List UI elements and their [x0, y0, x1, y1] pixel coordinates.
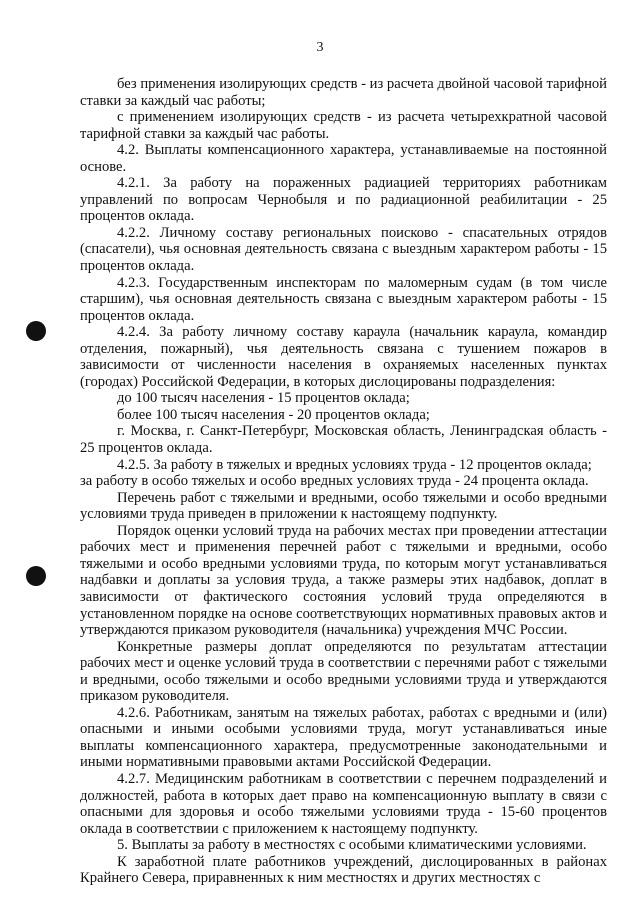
paragraph: 4.2.7. Медицинским работникам в соответствии с перечнем подразделений и должностей, работа в которых дает право на компенсационную выплату в связи с опасными для здоровья и особо тяжелыми условиями труда - 15-60 процентов оклада в соответствии с приложением к настоящему подпункту.: [80, 770, 607, 837]
page-number: 3: [316, 40, 324, 55]
paragraph: 5. Выплаты за работу в местностях с особыми климатическими условиями.: [117, 837, 587, 854]
paragraph: за работу в особо тяжелых и особо вредных условиях труда - 24 процента оклада.: [80, 473, 589, 490]
punch-hole: [26, 566, 46, 586]
paragraph: 4.2.4. За работу личному составу караула (начальник караула, командир отделения, пожарный), чья деятельность связана с тушением пожаров в зависимости от численности населения в охраняемых населенных пунктах (городах) Российской Федерации, в которых дислоцированы подразделения:: [80, 324, 607, 390]
paragraph: 4.2.6. Работникам, занятым на тяжелых работах, работах с вредными и (или) опасными и иными особыми условиями труда, могут устанавливаться иные выплаты компенсационного характера, предусмотренные законодательными и иными нормативными правовыми актами Российской Федерации.: [80, 704, 607, 771]
paragraph: г. Москва, г. Санкт-Петербург, Московская область, Ленинградская область - 25 процентов оклада.: [80, 423, 607, 457]
paragraph: 4.2.5. За работу в тяжелых и вредных условиях труда - 12 процентов оклада;: [117, 456, 592, 473]
paragraph: Конкретные размеры доплат определяются по результатам аттестации рабочих мест и оценке условий труда в соответствии с перечнями работ с тяжелыми и вредными, особо тяжелыми и особо вредными условиями труда и утверждаются приказом руководителя.: [80, 638, 607, 705]
document-body: [80, 76, 607, 887]
paragraph: 4.2.3. Государственным инспекторам по маломерным судам (в том числе старшим), чья основная деятельность связана с выездным характером работы - 15 процентов оклада.: [80, 274, 607, 324]
paragraph: 4.2.1. За работу на пораженных радиацией территориях работникам управлений по вопросам Чернобыля и по радиационной реабилитации - 25 процентов оклада.: [80, 175, 607, 225]
paragraph: с применением изолирующих средств - из расчета четырехкратной часовой тарифной ставки за каждый час работы.: [80, 109, 607, 142]
punch-hole: [26, 321, 46, 341]
paragraph: 4.2. Выплаты компенсационного характера, устанавливаемые на постоянной основе.: [80, 142, 607, 175]
paragraph: Перечень работ с тяжелыми и вредными, особо тяжелыми и особо вредными условиями труда приведен в приложении к настоящему подпункту.: [80, 489, 607, 523]
paragraph: 4.2.2. Личному составу региональных поисково - спасательных отрядов (спасатели), чья основная деятельность связана с выездным характером работы - 15 процентов оклада.: [80, 224, 607, 275]
paragraph: Порядок оценки условий труда на рабочих местах при проведении аттестации рабочих мест и применения перечней работ с тяжелыми и вредными, особо тяжелыми и особо вредными условиями труда, по которым могут устанавливаться надбавки и доплаты за условия труда, а также размеры этих надбавок, доплат в зависимости от фактического состояния условий труда определяются в установленном порядке на основе соответствующих нормативных правовых актов и утверждаются приказом руководителя (начальника) учреждения МЧС России.: [80, 522, 607, 639]
paragraph: до 100 тысяч населения - 15 процентов оклада;: [117, 390, 410, 407]
paragraph: К заработной плате работников учреждений, дислоцированных в районах Крайнего Севера, приравненных к ним местностях и других местностях с: [80, 853, 607, 887]
paragraph: без применения изолирующих средств - из расчета двойной часовой тарифной ставки за каждый час работы;: [80, 76, 607, 109]
paragraph: более 100 тысяч населения - 20 процентов оклада;: [117, 406, 430, 423]
